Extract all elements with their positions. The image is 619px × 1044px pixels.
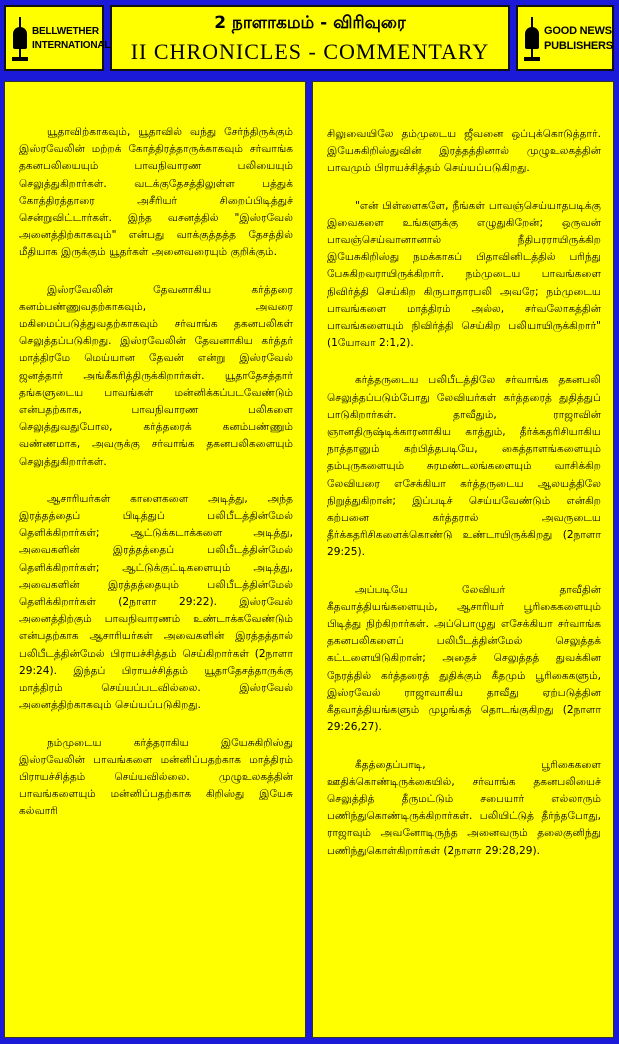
page-title-tamil: 2 நாளாகமம் - விரிவுரை: [214, 13, 406, 33]
paragraph: இஸ்ரவேலின் தேவனாகிய கர்த்தரை கனம்பண்ணுவதற்காகவும், அவரை மகிமைப்படுத்துவதற்காகவும் சர்வாங்க தகனபலிகள் செலுத்தப்படுகிறது. இஸ்ரவேலின் தேவனாகிய கர்த்தர் மாத்திரமே மெய்யான தேவன் என்று இஸ்ரவேல் ஜனத்தார் அங்கீகரித்திருக்கிறார்கள். யூதாதேசத்தார் தங்களுடைய பாவங்கள் மன்னிக்கப்படவேண்டும் என்பதற்காக, பாவநிவாரண பலிகளை செலுத்துவதுபோல, கர்த்தரைக் கனம்பண்ணும் வண்ணமாக, அவருக்கு சர்வாங்க தகனபலிகளையும் செலுத்துகிறார்கள்.: [19, 283, 293, 468]
paragraph: "என் பிள்ளைகளே, நீங்கள் பாவஞ்செய்யாதபடிக்கு இவைகளை உங்களுக்கு எழுதுகிறேன்; ஒருவன் பாவஞ்செய்வானானால் நீதிபரராயிருக்கிற இயேசுகிறிஸ்து நமக்காகப் பிதாவினிடத்தில் பரிந்து பேசுகிறவராயிருக்கிறார். நம்முடைய பாவங்களை நிவிர்த்தி செய்கிற கிருபாதாரபலி அவரே; நம்முடைய பாவங்களை மாத்திரம் அல்ல, சர்வலோகத்தின் பாவங்களையும் நிவிர்த்தி செய்கிற பலியாயிருக்கிறார்" (1யோவா 2:1,2).: [327, 199, 601, 350]
left-column: [4, 81, 306, 1038]
paragraph: நம்முடைய கர்த்தராகிய இயேசுகிறிஸ்து இஸ்ரவேலின் பாவங்களை மன்னிப்பதற்காக மாத்திரம் பிராயச்சித்தம் செய்யவில்லை. முழுஉலகத்தின் பாவங்களையும் மன்னிப்பதற்காக கிறிஸ்து இயேசு கல்வாரி: [19, 736, 293, 818]
paragraph: யூதாவிற்காகவும், யூதாவில் வந்து சேர்ந்திருக்கும் இஸ்ரவேலின் மற்றக் கோத்திரத்தாருக்காகவும் சர்வாங்க தகனபலியையும் பாவநிவாரண பலியையும் செலுத்துகிறார்கள். வடக்குதேசத்திலுள்ள பத்துக் கோத்திரத்தாரை அசீரியர் சிறைப்பிடித்துச் சென்றுவிட்டார்கள். இந்த வசனத்தில் "இஸ்ரவேல் அனைத்திற்காகவும்" என்பது வாக்குத்தத்த தேசத்தில் மீதியாக இருக்கும் யூதர்கள் அனைவரையும் குறிக்கும்.: [19, 126, 293, 259]
good-news-logo: [524, 15, 613, 63]
paragraph: ஆசாரியர்கள் காளைகளை அடித்து, அந்த இரத்தத்தைப் பிடித்துப் பலிபீடத்தின்மேல் தெளிக்கிறார்கள்; ஆட்டுக்கடாக்களை அடித்து, அவைகளின் இரத்தத்தைப் பலிபீடத்தின்மேல் தெளிக்கிறார்கள்; ஆட்டுக்குட்டிகளையும் அடித்து, அவைகளின் இரத்தத்தையும் பலிபீடத்தின்மேல் தெளிக்கிறார்கள் (2நாளா 29:22). இஸ்ரவேல் அனைத்திற்கும் பாவநிவாரணம் உண்டாக்கவேண்டும் என்பதற்காக ஆசாரியர்கள் அவைகளின் இரத்தத்தால் பலிபீடத்தின்மேல் பிராயச்சித்தம் செய்கிறார்கள் (2நாளா 29:24). இந்தப் பிராயச்சித்தம் யூதாதேசத்தாருக்கு மாத்திரம் செய்யப்படவில்லை. இஸ்ரவேல் அனைத்திற்காகவும் செய்யப்படுகிறது.: [19, 492, 293, 712]
bell-icon: [12, 17, 28, 61]
bellwether-logo-text: BELLWETHER INTERNATIONAL: [32, 26, 111, 51]
paragraph: அப்படியே லேவியர் தாவீதின் கீதவாத்தியங்களையும், ஆசாரியர் பூரிகைகளையும் பிடித்து நிற்கிறார்கள். அப்பொழுது எசேக்கியா சர்வாங்க தகனபலிகளைப் பலிபீடத்தின்மேல் செலுத்தக் கட்டளையிடுகிறான்; அதைச் செலுத்தத் துவக்கின நேரத்தில் கர்த்தரைத் துதிக்கும் கீதமும் பூரிகைகளும், இஸ்ரவேல் ராஜாவாகிய தாவீது ஏற்படுத்தின கீதவாத்தியங்களும் முழங்கத் தொடங்குகிறது (2நாளா 29:26,27).: [327, 583, 601, 734]
bellwether-logo: [12, 15, 111, 63]
publisher-logo-box-right: [516, 5, 614, 71]
page-title-english: II CHRONICLES - COMMENTARY: [130, 39, 490, 64]
bell-icon: [524, 17, 540, 61]
commentary-body: [2, 78, 617, 1042]
title-box: [110, 5, 510, 71]
paragraph: சிலுவையிலே தம்முடைய ஜீவனை ஒப்புக்கொடுத்தார். இயேசுகிறிஸ்துவின் இரத்தத்தினால் முழுஉலகத்தின் பாவமும் பிராயச்சித்தம் செய்யப்படுகிறது.: [327, 128, 601, 175]
page-header: [2, 2, 617, 74]
paragraph: கர்த்தருடைய பலிபீடத்திலே சர்வாங்க தகனபலி செலுத்தப்படும்போது லேவியர்கள் கர்த்தரைத் துதித்துப் பாடுகிறார்கள். தாவீதும், ராஜாவின் ஞானதிருஷ்டிக்காரனாகிய காத்தும், தீர்க்கதரிசியாகிய நாத்தானும் கற்பித்தபடியே, கைத்தாளங்களையும் தம்புருகளையும் சுரமண்டலங்களையும் வாசிக்கிற லேவியரை எசேக்கியா கர்த்தருடைய ஆலயத்திலே நிறுத்துகிறான்; இப்படிச் செய்யவேண்டும் என்கிற கற்பனை கர்த்தரால் அவருடைய தீர்க்கதரிசிகளைக்கொண்டு உண்டாயிருக்கிறது (2நாளா 29:25).: [327, 374, 601, 559]
paragraph: கீதத்தைப்பாடி, பூரிகைகளை ஊதிக்கொண்டிருக்கையில், சர்வாங்க தகனபலியைச் செலுத்தித் தீருமட்டும் சபையார் எல்லாரும் பணிந்துகொண்டிருக்கிறார்கள். பலியிட்டுத் தீர்ந்தபோது, ராஜாவும் அவனோடிருந்த அனைவரும் தலைகுனிந்து பணிந்துகொள்கிறார்கள் (2நாளா 29:28,29).: [327, 758, 601, 857]
good-news-logo-text: GOOD NEWS PUBLISHERS: [544, 25, 613, 52]
right-column: [312, 81, 614, 1038]
publisher-logo-box-left: [4, 5, 111, 71]
